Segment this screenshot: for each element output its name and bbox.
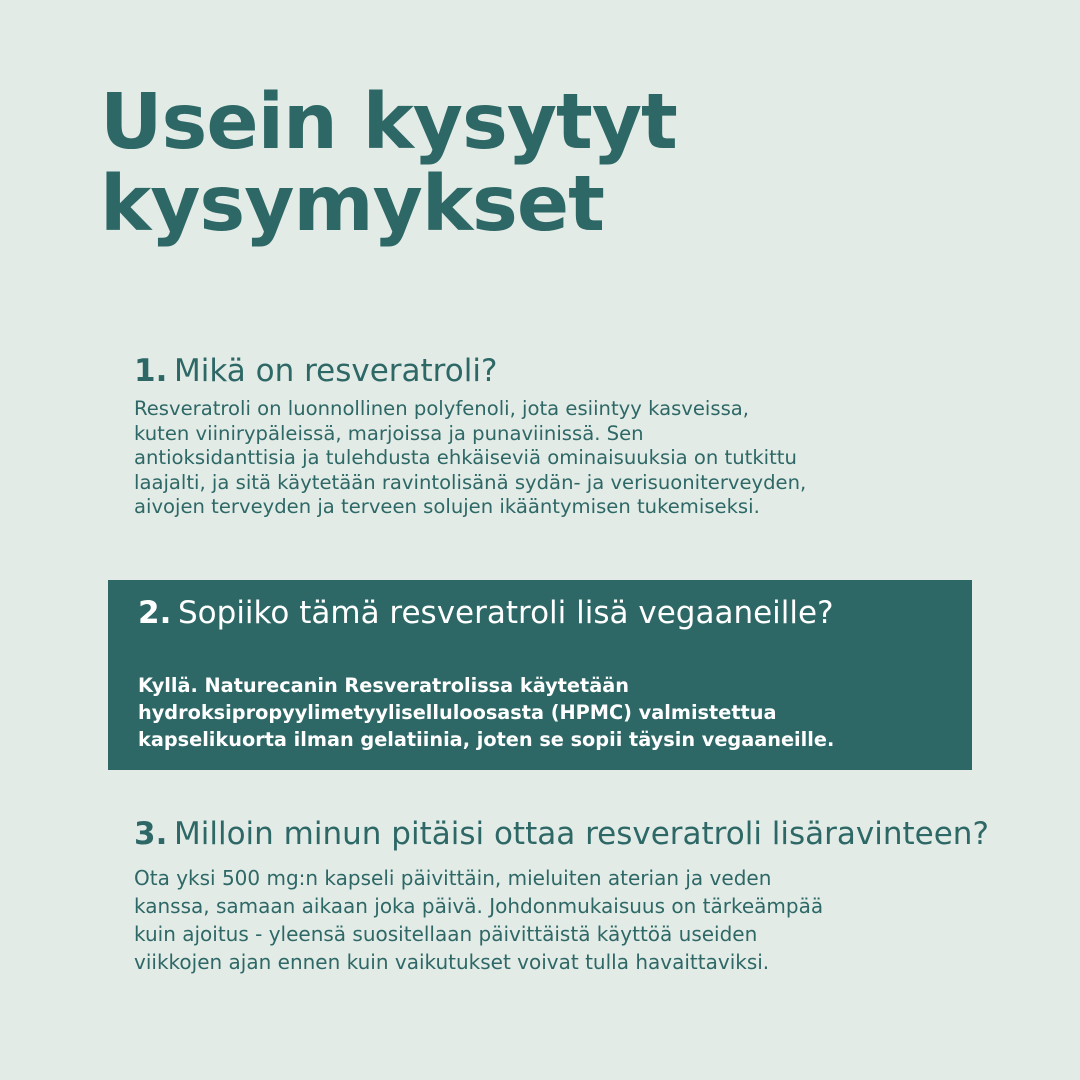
faq-question-text-2: Sopiiko tämä resveratroli lisä vegaaneille? <box>178 595 834 631</box>
faq-answer-1: Resveratroli on luonnollinen polyfenoli, jota esiintyy kasveissa, kuten viinirypäleissä, marjoissa ja punaviinissä. Sen antioksidanttisia ja tulehdusta ehkäiseviä ominaisuuksia on tutkittu laajalti, ja sitä käytetään ravintolisänä sydän- ja verisuoniterveyden, aivojen terveyden ja terveen solujen ikääntymisen tukemiseksi. <box>134 397 807 518</box>
faq-number-3: 3. <box>134 816 168 852</box>
faq-number-2: 2. <box>138 595 172 631</box>
faq-item-1 <box>134 354 994 520</box>
faq-question-text-3: Milloin minun pitäisi ottaa resveratroli lisäravinteen? <box>174 816 989 852</box>
faq-question-text-1: Mikä on resveratroli? <box>174 353 498 389</box>
faq-question-2 <box>138 596 952 630</box>
faq-number-1: 1. <box>134 353 168 389</box>
faq-answer-2: Kyllä. Naturecanin Resveratrolissa käytetään hydroksipropyylimetyyliselluloosasta (HPMC) valmistettua kapselikuorta ilman gelatiinia, joten se sopii täysin vegaaneille. <box>138 674 835 751</box>
faq-question-1 <box>134 354 994 388</box>
faq-item-3 <box>134 818 994 976</box>
page-title-line-2: kysymykset <box>100 160 604 249</box>
faq-item-2-highlighted <box>108 580 972 770</box>
faq-question-3 <box>134 818 994 851</box>
faq-answer-3: Ota yksi 500 mg:n kapseli päivittäin, mieluiten aterian ja veden kanssa, samaan aikaan joka päivä. Johdonmukaisuus on tärkeämpää kuin ajoitus - yleensä suositellaan päivittäistä käyttöä useiden viikkojen ajan ennen kuin vaikutukset voivat tulla havaittaviksi. <box>134 866 824 974</box>
page-title <box>100 78 1000 249</box>
page-title-line-1: Usein kysytyt <box>100 78 677 167</box>
